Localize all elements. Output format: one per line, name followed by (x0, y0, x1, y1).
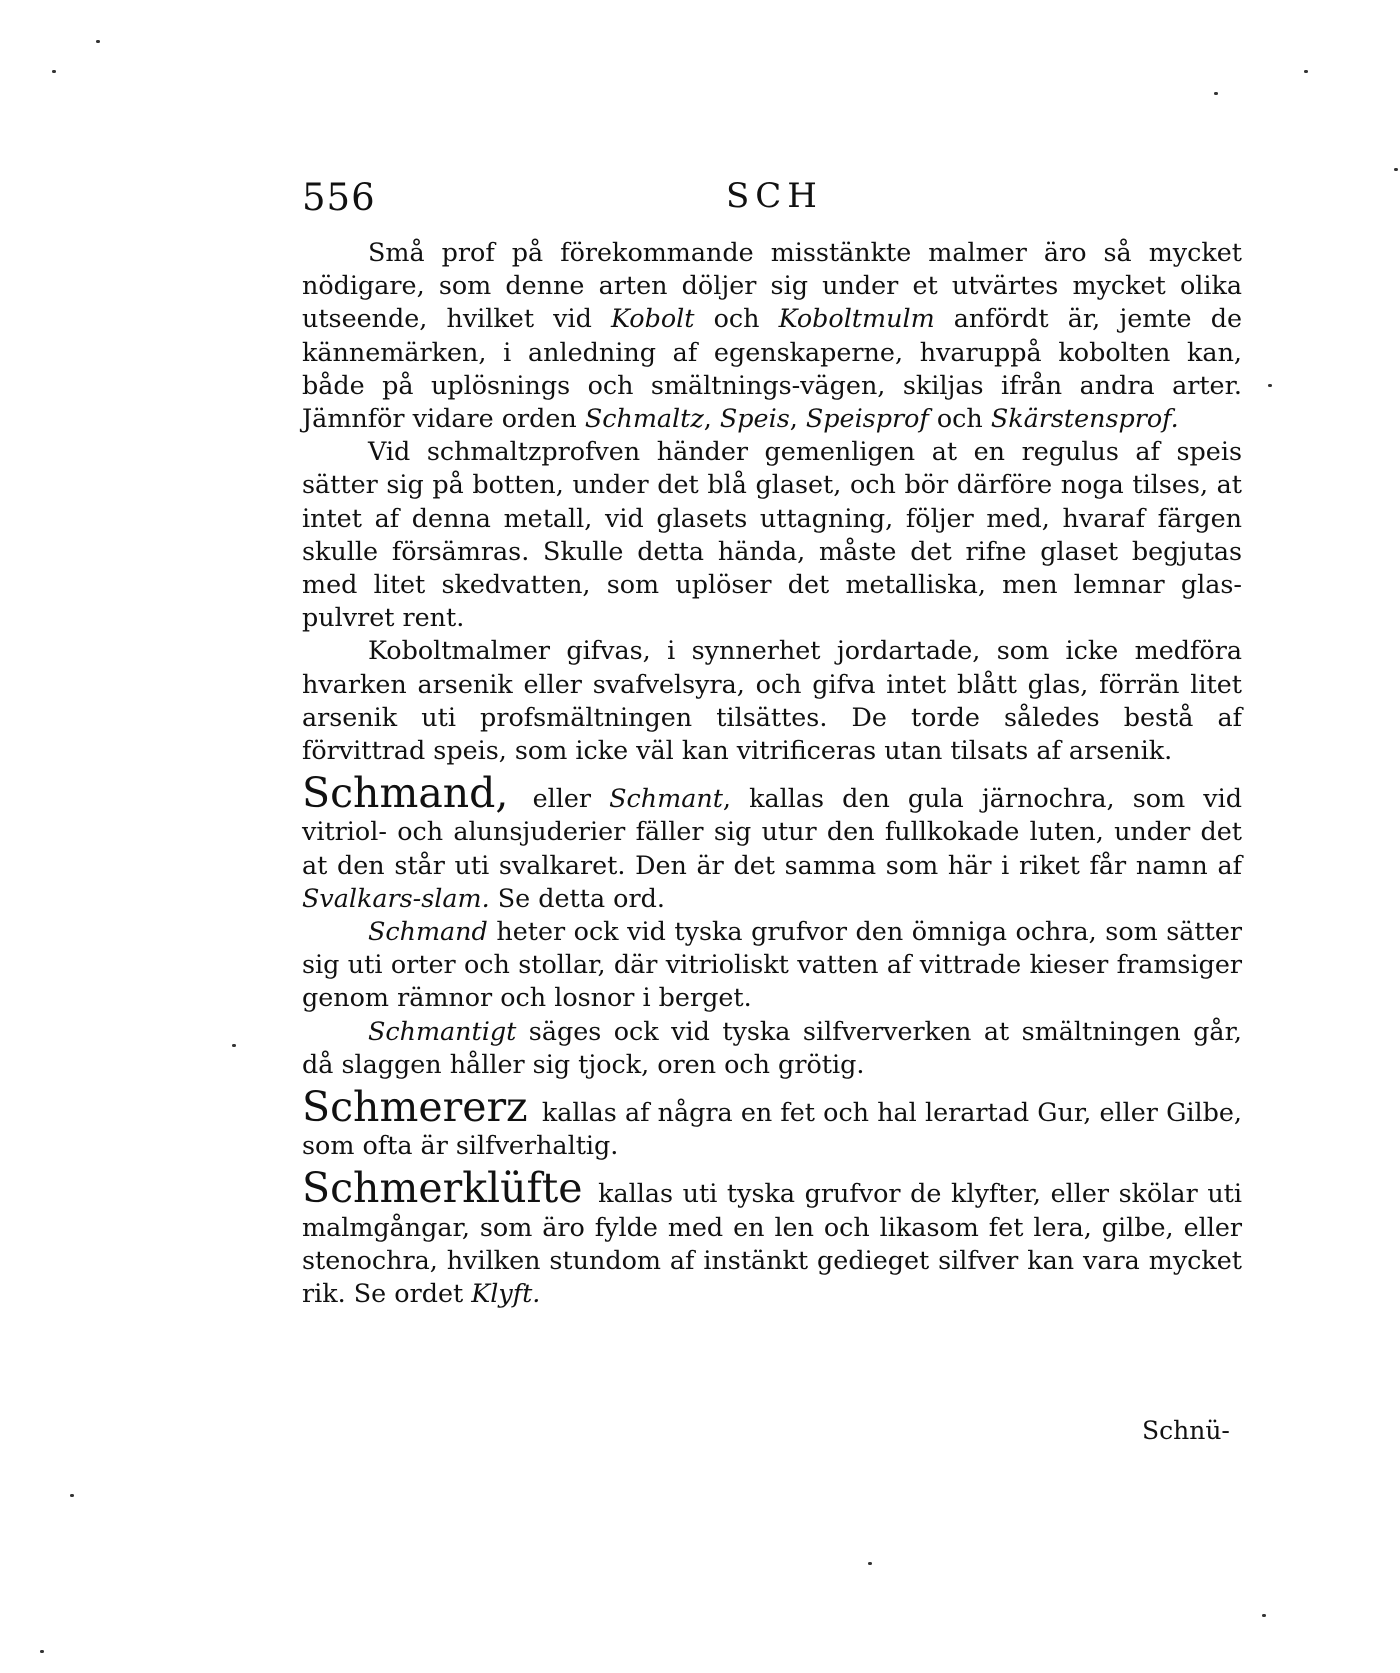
running-head: SCH (726, 176, 823, 216)
paragraph-schmand-2: Schmand heter ock vid tyska grufvor den ömniga ochra, som sätter sig uti orter och stollar, där vitrioliskt vatten af vittrade kieser framsiger genom rämnor och losnor i berget. (302, 916, 1242, 1013)
headword-schmerklufte: Schmerklüfte (302, 1164, 583, 1213)
scan-speck (1304, 70, 1308, 73)
catchword: Schnü- (1142, 1416, 1230, 1445)
scan-speck (40, 1650, 44, 1653)
scan-speck (52, 70, 56, 73)
page-header (302, 176, 1242, 224)
scan-speck (70, 1494, 74, 1497)
scan-speck (1268, 384, 1272, 387)
scan-speck (232, 1044, 236, 1047)
paragraph-1: Små prof på förekommande misstänkte malmer äro så mycket nödigare, som denne arten döljer sig under et utvärtes mycket olika utseende, hvilket vid Kobolt och Koboltmulm anfördt är, jemte de kännemärken, i anledning af egenskaperne, hvaruppå kobolten kan, både på uplösnings och smältnings-vägen, skiljas ifrån andra arter. Jämnför vidare orden Schmaltz, Speis, Speisprof och Skärstensprof. (302, 237, 1242, 434)
body-text (302, 236, 1242, 1310)
page-number: 556 (302, 176, 376, 219)
scan-speck (1214, 92, 1218, 95)
scan-speck (1262, 1614, 1266, 1617)
scan-speck (96, 40, 100, 43)
scan-speck (868, 1562, 872, 1565)
entry-schmerklufte: Schmerklüfte kallas uti tyska grufvor de klyfter, eller skölar uti malmgångar, som äro fylde med en len och likasom fet lera, gilbe, eller stenochra, hvilken stundom af instänkt gedieget silfver kan vara mycket rik. Se ordet Klyft. (302, 1164, 1242, 1309)
entry-schmand: Schmand, eller Schmant, kallas den gula järnochra, som vid vitriol- och alunsjuderier fäller sig utur den fullkokade luten, under det at den står uti svalkaret. Den är det samma som här i riket får namn af Svalkars-slam. Se detta ord. (302, 769, 1242, 913)
scan-speck (1394, 168, 1398, 171)
headword-schmand: Schmand, (302, 769, 509, 818)
paragraph-schmantigt: Schmantigt säges ock vid tyska silfververken at smältningen går, då slaggen håller sig tjock, oren och grötig. (302, 1015, 1242, 1079)
headword-schmererz: Schmererz (302, 1083, 528, 1132)
paragraph-2: Vid schmaltzprofven händer gemenligen at en regulus af speis sätter sig på botten, under det blå glaset, och bör därföre noga tilses, at intet af denna metall, vid glasets uttagning, följer med, hvaraf färgen skulle försämras. Skulle detta hända, måste det rifne glaset begjutas med litet skedvatten, som uplöser det metalliska, men lemnar glas-pulvret rent. (302, 436, 1242, 633)
paragraph-3: Koboltmalmer gifvas, i synnerhet jordartade, som icke medföra hvarken arsenik eller svafvelsyra, och gifva intet blått glas, förrän litet arsenik uti profsmältningen tilsättes. De torde således bestå af förvittrad speis, som icke väl kan vitrificeras utan tilsats af arsenik. (302, 635, 1242, 766)
entry-schmererz: Schmererz kallas af några en fet och hal lerartad Gur, eller Gilbe, som ofta är silfverhaltig. (302, 1083, 1242, 1161)
